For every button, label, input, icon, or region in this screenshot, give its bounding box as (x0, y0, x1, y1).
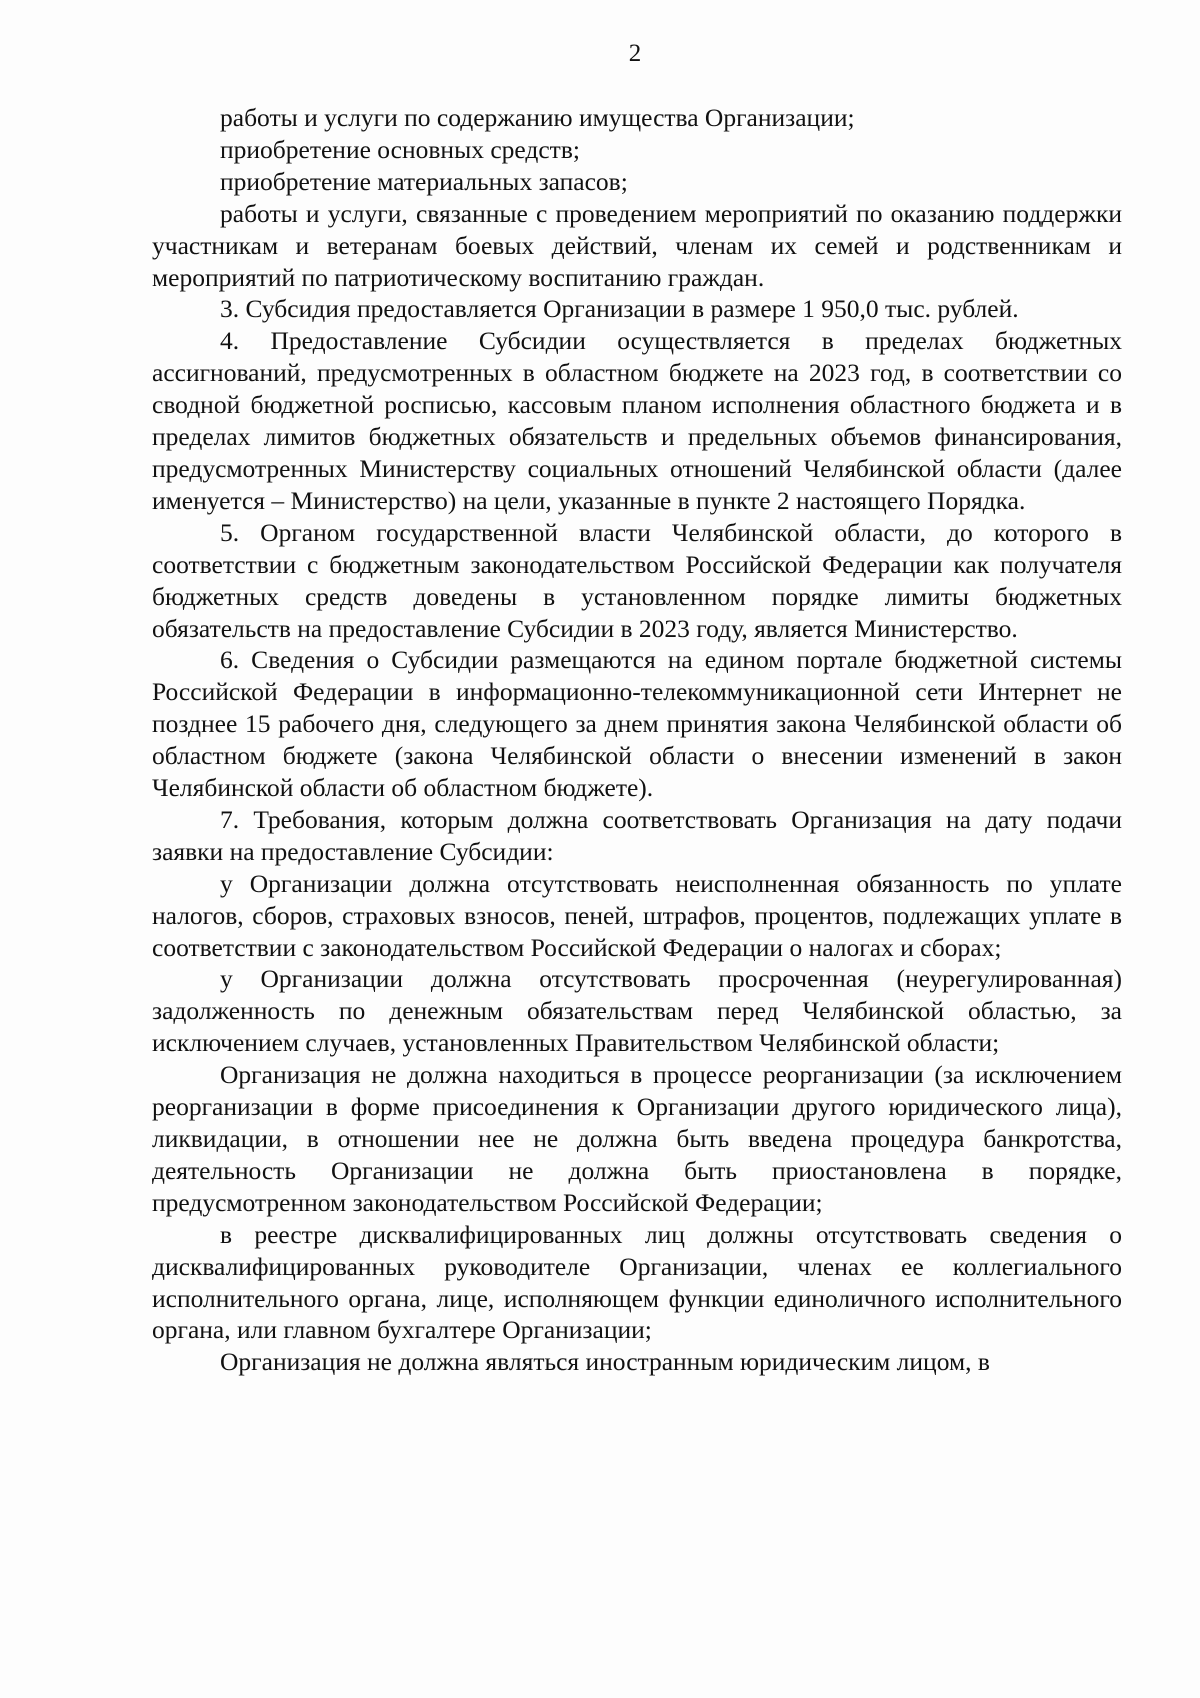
paragraph: 4. Предоставление Субсидии осуществляется в пределах бюджетных ассигнований, предусмотренных в областном бюджете на 2023 год, в соответствии со сводной бюджетной росписью, кассовым планом исполнения областного бюджета и в пределах лимитов бюджетных обязательств и предельных объемов финансирования, предусмотренных Министерству социальных отношений Челябинской области (далее именуется – Министерство) на цели, указанные в пункте 2 настоящего Порядка. (152, 326, 1122, 515)
paragraph: у Организации должна отсутствовать неисполненная обязанность по уплате налогов, сборов, страховых взносов, пеней, штрафов, процентов, подлежащих уплате в соответствии с законодательством Российской Федерации о налогах и сборах; (152, 868, 1122, 962)
paragraph: у Организации должна отсутствовать просроченная (неурегулированная) задолженность по денежным обязательствам перед Челябинской областью, за исключением случаев, установленных Правительством Челябинской области; (152, 964, 1122, 1058)
paragraph: 6. Сведения о Субсидии размещаются на едином портале бюджетной системы Российской Федерации в информационно-телекоммуникационной сети Интернет не позднее 15 рабочего дня, следующего за днем принятия закона Челябинской области об областном бюджете (закона Челябинской области о внесении изменений в закон Челябинской области об областном бюджете). (152, 645, 1122, 803)
paragraph: приобретение основных средств; (220, 134, 580, 164)
paragraph: 5. Органом государственной власти Челябинской области, до которого в соответствии с бюджетным законодательством Российской Федерации как получателя бюджетных средств доведены в установленном порядке лимиты бюджетных обязательств на предоставление Субсидии в 2023 году, является Министерство. (152, 517, 1122, 643)
paragraph: работы и услуги по содержанию имущества Организации; (220, 103, 855, 132)
paragraph: Организация не должна являться иностранным юридическим лицом, в (220, 1347, 990, 1377)
paragraph: приобретение материальных запасов; (220, 166, 628, 196)
paragraph: работы и услуги, связанные с проведением мероприятий по оказанию поддержки участникам и ветеранам боевых действий, членам их семей и родственникам и мероприятий по патриотическому воспитанию граждан. (152, 198, 1122, 292)
document-body (152, 102, 1122, 1378)
paragraph: в реестре дисквалифицированных лиц должны отсутствовать сведения о дисквалифицированных руководителе Организации, членах ее коллегиального исполнительного органа, лице, исполняющем функции единоличного исполнительного органа, или главном бухгалтере Организации; (152, 1219, 1122, 1345)
paragraph: 3. Субсидия предоставляется Организации в размере 1 950,0 тыс. рублей. (220, 294, 1019, 324)
page-number: 2 (628, 40, 642, 67)
paragraph: Организация не должна находиться в процессе реорганизации (за исключением реорганизации в форме присоединения к Организации другого юридического лица), ликвидации, в отношении нее не должна быть введена процедура банкротства, деятельность Организации не должна быть приостановлена в порядке, предусмотренном законодательством Российской Федерации; (152, 1060, 1122, 1217)
paragraph: 7. Требования, которым должна соответствовать Организация на дату подачи заявки на предоставление Субсидии: (152, 804, 1122, 866)
